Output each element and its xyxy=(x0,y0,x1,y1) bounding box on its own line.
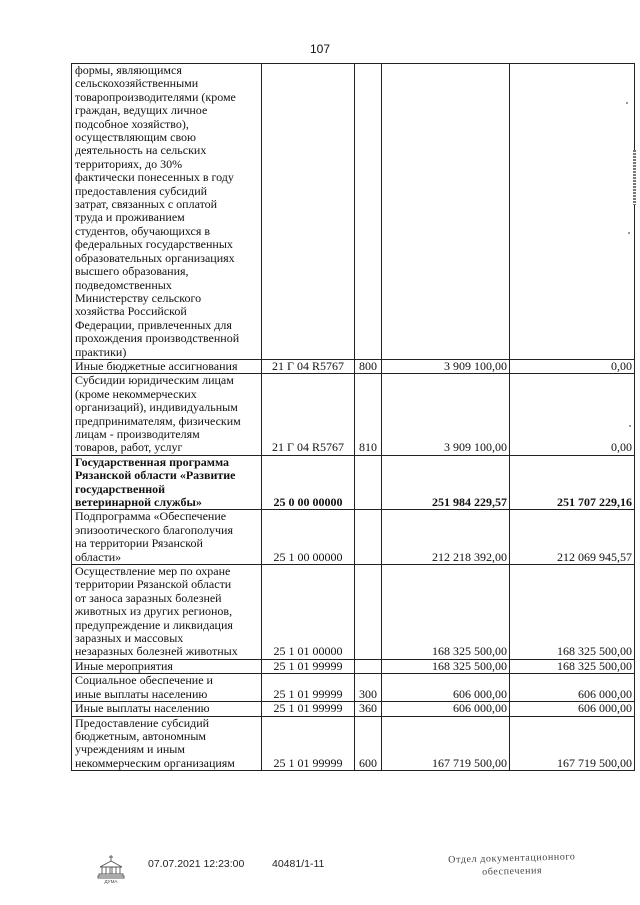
row-name-line: формы, являющимся xyxy=(75,63,182,77)
row-expense-type xyxy=(355,659,382,673)
row-code: 25 1 01 99999 xyxy=(262,716,355,771)
row-name-line: осуществляющим свою xyxy=(75,130,197,145)
row-name-line: лицам - производителям xyxy=(75,426,200,441)
row-name-line: эпизоотического благополучия xyxy=(75,522,233,537)
row-name xyxy=(72,702,262,716)
row-name-line: Иные мероприятия xyxy=(75,659,173,673)
row-name-line: иные выплаты населению xyxy=(75,686,208,701)
row-name-line: Субсидии юридическим лицам xyxy=(75,373,234,388)
row-name-line: предпринимателям, физическим xyxy=(75,413,241,428)
row-name-line: деятельность на сельских xyxy=(75,143,207,158)
row-name-line: предоставления субсидий xyxy=(75,183,208,198)
row-name-line: прохождения производственной xyxy=(75,331,240,346)
row-name-line: территориях, до 30% xyxy=(75,156,183,171)
row-name-line: Федерации, привлеченных для xyxy=(75,317,232,332)
row-name-line: студентов, обучающихся в xyxy=(75,223,211,238)
row-name-line: организаций), индивидуальным xyxy=(75,400,238,415)
row-name-line: области» xyxy=(75,549,122,564)
row-sum-2021: 168 325 500,00 xyxy=(382,565,510,660)
scan-artifact xyxy=(633,150,636,205)
row-name-line: высшего образования, xyxy=(75,264,189,279)
row-name-line: товаров, работ, услуг xyxy=(75,440,183,455)
row-expense-type xyxy=(355,565,382,660)
table-row xyxy=(72,702,635,716)
row-name-line: Подпрограмма «Обеспечение xyxy=(75,509,227,524)
row-code: 25 1 01 99999 xyxy=(262,674,355,702)
table-row xyxy=(72,455,635,510)
row-name-line: хозяйства Российской xyxy=(75,304,187,319)
row-expense-type: 360 xyxy=(355,702,382,716)
row-name-line: заразных и массовых xyxy=(75,631,184,646)
table-row xyxy=(72,716,635,771)
duma-logo-icon xyxy=(95,852,127,884)
row-sum-2021: 3 909 100,00 xyxy=(382,359,510,373)
row-name-line: ветеринарной службы» xyxy=(75,495,202,509)
row-sum-2021: 606 000,00 xyxy=(382,702,510,716)
registration-stamp xyxy=(432,850,593,880)
row-name-line: незаразных болезней животных xyxy=(75,644,238,659)
table-row xyxy=(72,674,635,702)
row-expense-type: 300 xyxy=(355,674,382,702)
row-name-line: образовательных организациях xyxy=(75,250,235,265)
row-name-line: бюджетным, автономным xyxy=(75,728,206,743)
row-code: 25 1 01 99999 xyxy=(262,659,355,673)
row-name-line: Министерству сельского xyxy=(75,290,202,305)
row-sum-2022: 0,00 xyxy=(510,374,635,455)
row-name-line: Предоставление субсидий xyxy=(75,716,210,730)
row-expense-type: 810 xyxy=(355,374,382,455)
row-name xyxy=(72,716,262,771)
footer-doc-number: 40481/1-11 xyxy=(272,858,325,870)
row-name-line: федеральных государственных xyxy=(75,237,233,252)
scan-dot xyxy=(629,425,631,427)
row-name-line: граждан, ведущих личное xyxy=(75,103,208,118)
row-sum-2022: 168 325 500,00 xyxy=(510,565,635,660)
logo-caption: ДУМА xyxy=(104,879,118,884)
row-name-line: государственной xyxy=(75,481,166,496)
stamp-line-1: Отдел документационного xyxy=(448,851,576,866)
budget-table xyxy=(71,63,635,771)
row-name-line: животных из других регионов, xyxy=(75,604,233,619)
row-name-line: практики) xyxy=(75,344,127,359)
row-name-line: товаропроизводителями (кроме xyxy=(75,89,236,104)
row-name-line: (кроме некоммерческих xyxy=(75,386,197,401)
row-sum-2022 xyxy=(510,64,635,360)
row-code: 21 Г 04 R5767 xyxy=(262,374,355,455)
row-name-line: учреждениям и иным xyxy=(75,742,185,757)
row-name-line: Осуществление мер по охране xyxy=(75,564,231,579)
scan-dot xyxy=(626,102,628,104)
row-name-line: Государственная программа xyxy=(75,455,230,469)
row-expense-type xyxy=(355,64,382,360)
row-code: 21 Г 04 R5767 xyxy=(262,359,355,373)
row-name-line: подведомственных xyxy=(75,277,172,292)
row-sum-2021: 212 218 392,00 xyxy=(382,510,510,565)
table-row xyxy=(72,359,635,373)
page-number: 107 xyxy=(309,42,331,56)
row-name-line: Иные бюджетные ассигнования xyxy=(75,359,238,373)
row-expense-type xyxy=(355,455,382,510)
row-name xyxy=(72,374,262,455)
row-sum-2022: 251 707 229,16 xyxy=(510,455,635,510)
footer-timestamp: 07.07.2021 12:23:00 xyxy=(148,858,245,870)
row-name xyxy=(72,359,262,373)
row-sum-2021: 251 984 229,57 xyxy=(382,455,510,510)
table-row xyxy=(72,565,635,660)
table-row xyxy=(72,64,635,360)
row-name xyxy=(72,455,262,510)
table-row xyxy=(72,659,635,673)
row-name xyxy=(72,674,262,702)
row-name-line: Рязанской области «Развитие xyxy=(75,468,236,483)
row-code: 25 0 00 00000 xyxy=(262,455,355,510)
table-row xyxy=(72,510,635,565)
row-code: 25 1 00 00000 xyxy=(262,510,355,565)
row-expense-type: 800 xyxy=(355,359,382,373)
row-name-line: территории Рязанской области xyxy=(75,577,232,592)
row-name-line: от заноса заразных болезней xyxy=(75,590,222,605)
row-name-line: подсобное хозяйство), xyxy=(75,116,189,131)
row-name-line: труда и проживанием xyxy=(75,210,185,225)
row-sum-2022: 0,00 xyxy=(510,359,635,373)
row-name-line: на территории Рязанской xyxy=(75,536,203,551)
row-name-line: фактически понесенных в году xyxy=(75,170,234,185)
row-sum-2021: 3 909 100,00 xyxy=(382,374,510,455)
row-sum-2022: 606 000,00 xyxy=(510,702,635,716)
row-name-line: Иные выплаты населению xyxy=(75,701,210,716)
scan-dot xyxy=(628,232,630,234)
row-sum-2022: 167 719 500,00 xyxy=(510,716,635,771)
row-name-line: затрат, связанных с оплатой xyxy=(75,197,218,212)
row-name xyxy=(72,64,262,360)
row-sum-2022: 606 000,00 xyxy=(510,674,635,702)
row-name-line: предупреждение и ликвидация xyxy=(75,617,233,632)
row-code: 25 1 01 00000 xyxy=(262,565,355,660)
row-sum-2021: 168 325 500,00 xyxy=(382,659,510,673)
row-sum-2021 xyxy=(382,64,510,360)
row-sum-2021: 606 000,00 xyxy=(382,674,510,702)
row-name-line: Социальное обеспечение и xyxy=(75,673,213,688)
row-expense-type xyxy=(355,510,382,565)
row-name xyxy=(72,510,262,565)
row-expense-type: 600 xyxy=(355,716,382,771)
row-name xyxy=(72,659,262,673)
row-sum-2021: 167 719 500,00 xyxy=(382,716,510,771)
row-code: 25 1 01 99999 xyxy=(262,702,355,716)
row-name-line: некоммерческим организациям xyxy=(75,755,235,770)
row-name-line: сельскохозяйственными xyxy=(75,76,199,91)
row-sum-2022: 212 069 945,57 xyxy=(510,510,635,565)
stamp-line-2: обеспечения xyxy=(482,865,543,878)
table-row xyxy=(72,374,635,455)
row-code xyxy=(262,64,355,360)
row-sum-2022: 168 325 500,00 xyxy=(510,659,635,673)
row-name xyxy=(72,565,262,660)
